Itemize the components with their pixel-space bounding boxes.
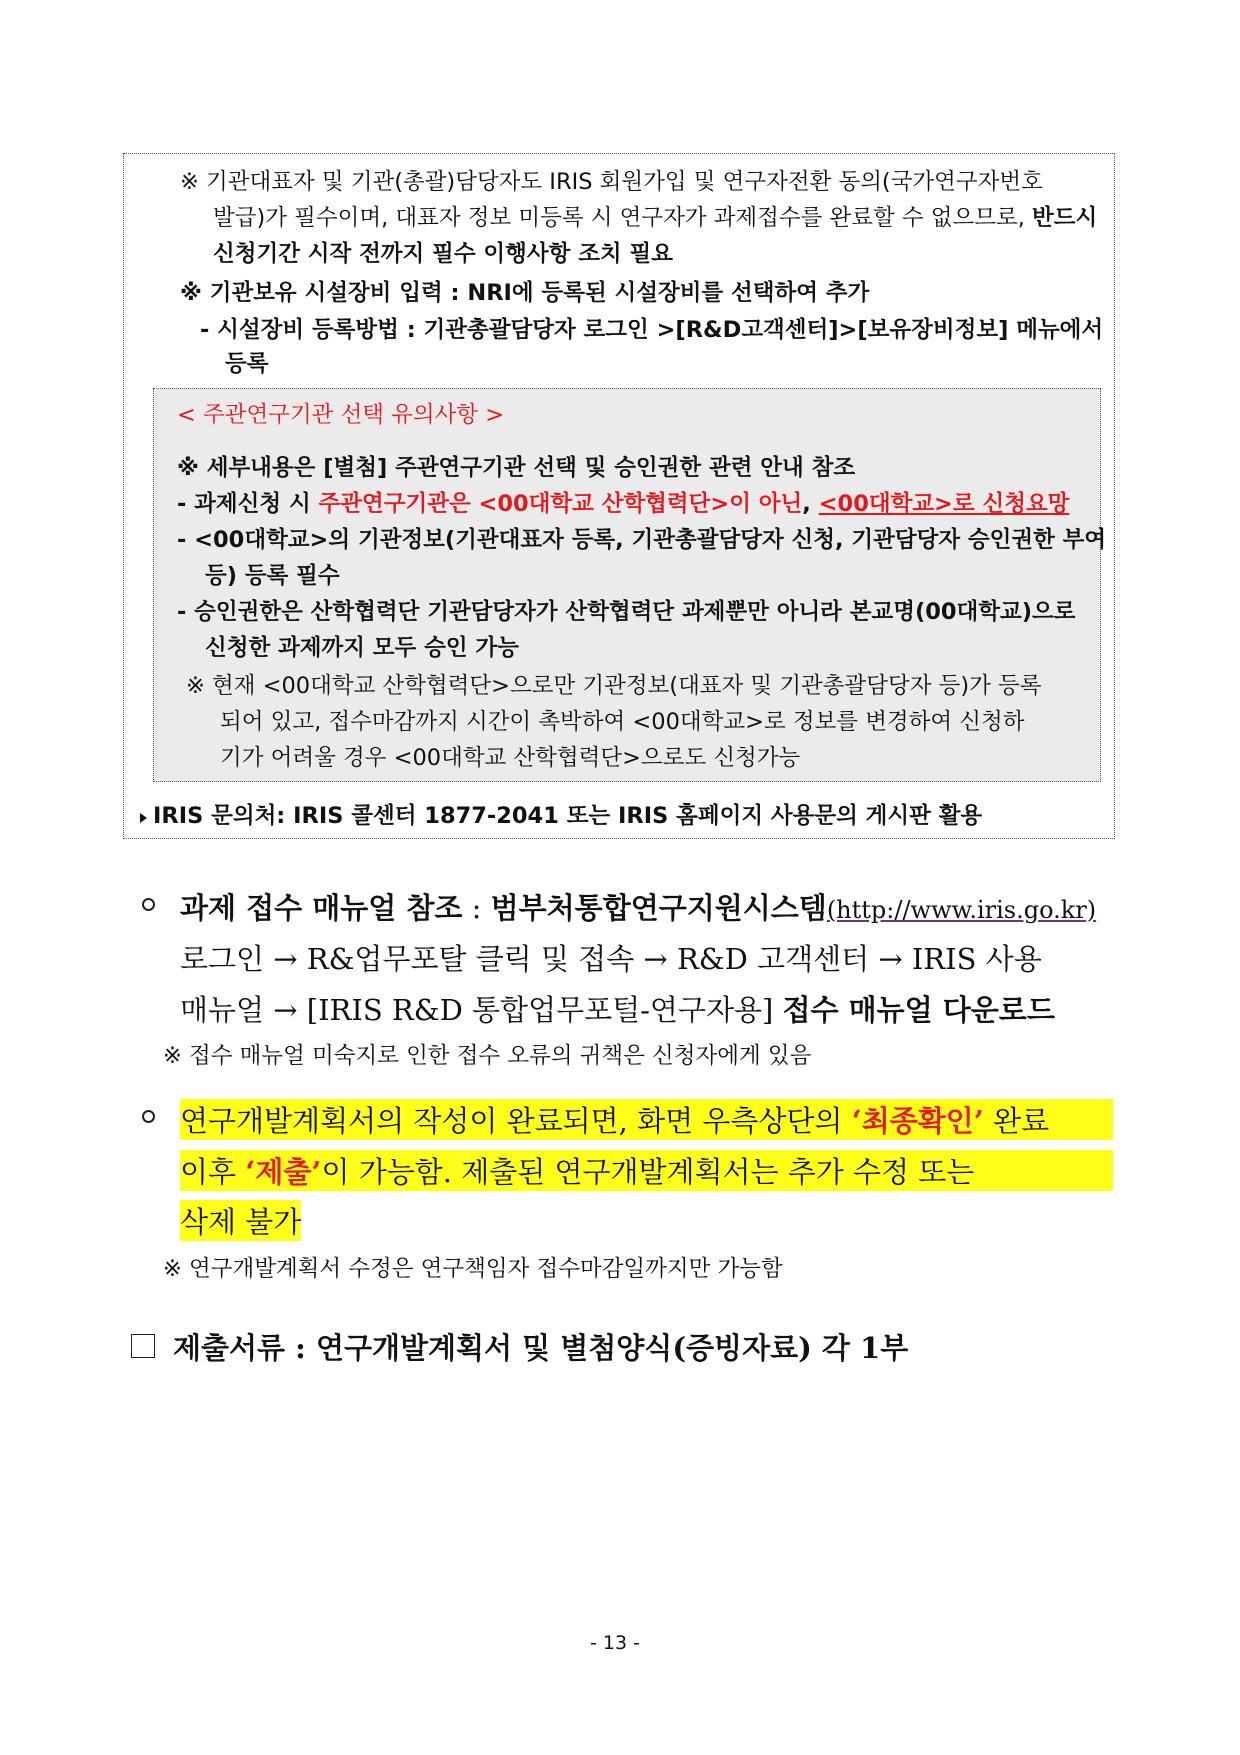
section-1-line-1 xyxy=(180,886,1096,927)
inner-note-line-2: 되어 있고, 접수마감까지 시간이 촉박하여 <00대학교>로 정보를 변경하여 신청하 xyxy=(220,709,1025,735)
section-2-line-2 xyxy=(180,1150,1113,1191)
section-2-line-1-text: 연구개발계획서의 작성이 완료되면, 화면 우측상단의 xyxy=(180,1104,843,1138)
page-number: - 13 - xyxy=(590,1632,640,1654)
box-note-1-line-2 xyxy=(213,200,1097,232)
section-3-title: 제출서류 : 연구개발계획서 및 별첨양식(증빙자료) 각 1부 xyxy=(173,1331,909,1365)
contact-line xyxy=(140,798,982,830)
section-2-line-2-start: 이후 xyxy=(180,1155,237,1189)
inner-item-1-red: 주관연구기관은 <00대학교 산학협력단>이 아닌 xyxy=(318,491,803,517)
section-1-line-2: 로그인 → R&업무포탈 클릭 및 접속 → R&D 고객센터 → IRIS 사용 xyxy=(180,942,1042,976)
section-2-line-3: 삭제 불가 xyxy=(180,1200,301,1241)
section-2-line-1-end: 완료 xyxy=(993,1104,1050,1138)
section-2-line-1 xyxy=(180,1099,1113,1140)
submit-label: ‘제출’ xyxy=(245,1155,322,1189)
inner-item-1-red-underlined: <00대학교>로 신청요망 xyxy=(818,491,1070,517)
section-1-system-name: 범부처통합연구지원시스템 xyxy=(490,891,827,925)
section-1-line-3 xyxy=(180,988,1055,1029)
inner-item-2-line-2: 등) 등록 필수 xyxy=(205,563,340,589)
section-1-separator: : xyxy=(471,891,482,925)
contact-text: IRIS 문의처: IRIS 콜센터 1877-2041 또는 IRIS 홈페이지 사용문의 게시판 활용 xyxy=(153,803,983,829)
inner-title: < 주관연구기관 선택 유의사항 > xyxy=(177,402,505,428)
circle-bullet-icon xyxy=(142,898,155,911)
box-note-3-line-1: - 시설장비 등록방법 : 기관총괄담당자 로그인 >[R&D고객센터]>[보유장비정보] 메뉴에서 xyxy=(200,317,1104,343)
iris-link[interactable]: (http://www.iris.go.kr) xyxy=(826,896,1097,924)
box-note-1-line-2-text: 발급)가 필수이며, 대표자 정보 미등록 시 연구자가 과제접수를 완료할 수 없으므로, xyxy=(213,205,1025,231)
inner-reference: ※ 세부내용은 [별첨] 주관연구기관 선택 및 승인권한 관련 안내 참조 xyxy=(177,455,856,481)
inner-item-1-text: - 과제신청 시 xyxy=(177,491,311,517)
checkbox-square-icon xyxy=(131,1334,155,1358)
circle-bullet-icon xyxy=(142,1110,155,1123)
triangle-bullet-icon xyxy=(140,813,147,823)
section-2-note: ※ 연구개발계획서 수정은 연구책임자 접수마감일까지만 가능함 xyxy=(163,1256,783,1282)
box-note-3-line-2: 등록 xyxy=(225,351,269,377)
inner-item-3-line-2: 신청한 과제까지 모두 승인 가능 xyxy=(205,635,519,661)
inner-item-3-line-1: - 승인권한은 산학협력단 기관담당자가 산학협력단 과제뿐만 아니라 본교명(00대학교)으로 xyxy=(177,599,1076,625)
inner-item-2-line-1: - <00대학교>의 기관정보(기관대표자 등록, 기관총괄담당자 신청, 기관담당자 승인권한 부여 xyxy=(177,527,1107,553)
section-1-note: ※ 접수 매뉴얼 미숙지로 인한 접수 오류의 귀책은 신청자에게 있음 xyxy=(163,1043,812,1069)
inner-note-line-3: 기가 어려울 경우 <00대학교 산학협력단>으로도 신청가능 xyxy=(220,745,801,771)
box-note-2: ※ 기관보유 시설장비 입력 : NRI에 등록된 시설장비를 선택하여 추가 xyxy=(180,280,870,306)
section-1-path: 매뉴얼 → [IRIS R&D 통합업무포털-연구자용] xyxy=(180,993,774,1027)
final-confirm-label: ‘최종확인’ xyxy=(851,1104,984,1138)
inner-item-1 xyxy=(177,486,1069,518)
box-note-1-emphasis: 반드시 xyxy=(1032,205,1098,231)
section-1-heading: 과제 접수 매뉴얼 참조 xyxy=(180,891,463,925)
section-2-line-2-text: 이 가능함. 제출된 연구개발계획서는 추가 수정 또는 xyxy=(321,1155,975,1189)
inner-note-line-1: ※ 현재 <00대학교 산학협력단>으로만 기관정보(대표자 및 기관총괄담당자 등)가 등록 xyxy=(186,673,1042,699)
section-1-download: 접수 매뉴얼 다운로드 xyxy=(782,993,1055,1027)
inner-item-1-comma: , xyxy=(802,491,811,517)
box-note-1-line-3: 신청기간 시작 전까지 필수 이행사항 조치 필요 xyxy=(213,241,673,267)
box-note-1-line-1: ※ 기관대표자 및 기관(총괄)담당자도 IRIS 회원가입 및 연구자전환 동의(국가연구자번호 xyxy=(180,169,1043,195)
